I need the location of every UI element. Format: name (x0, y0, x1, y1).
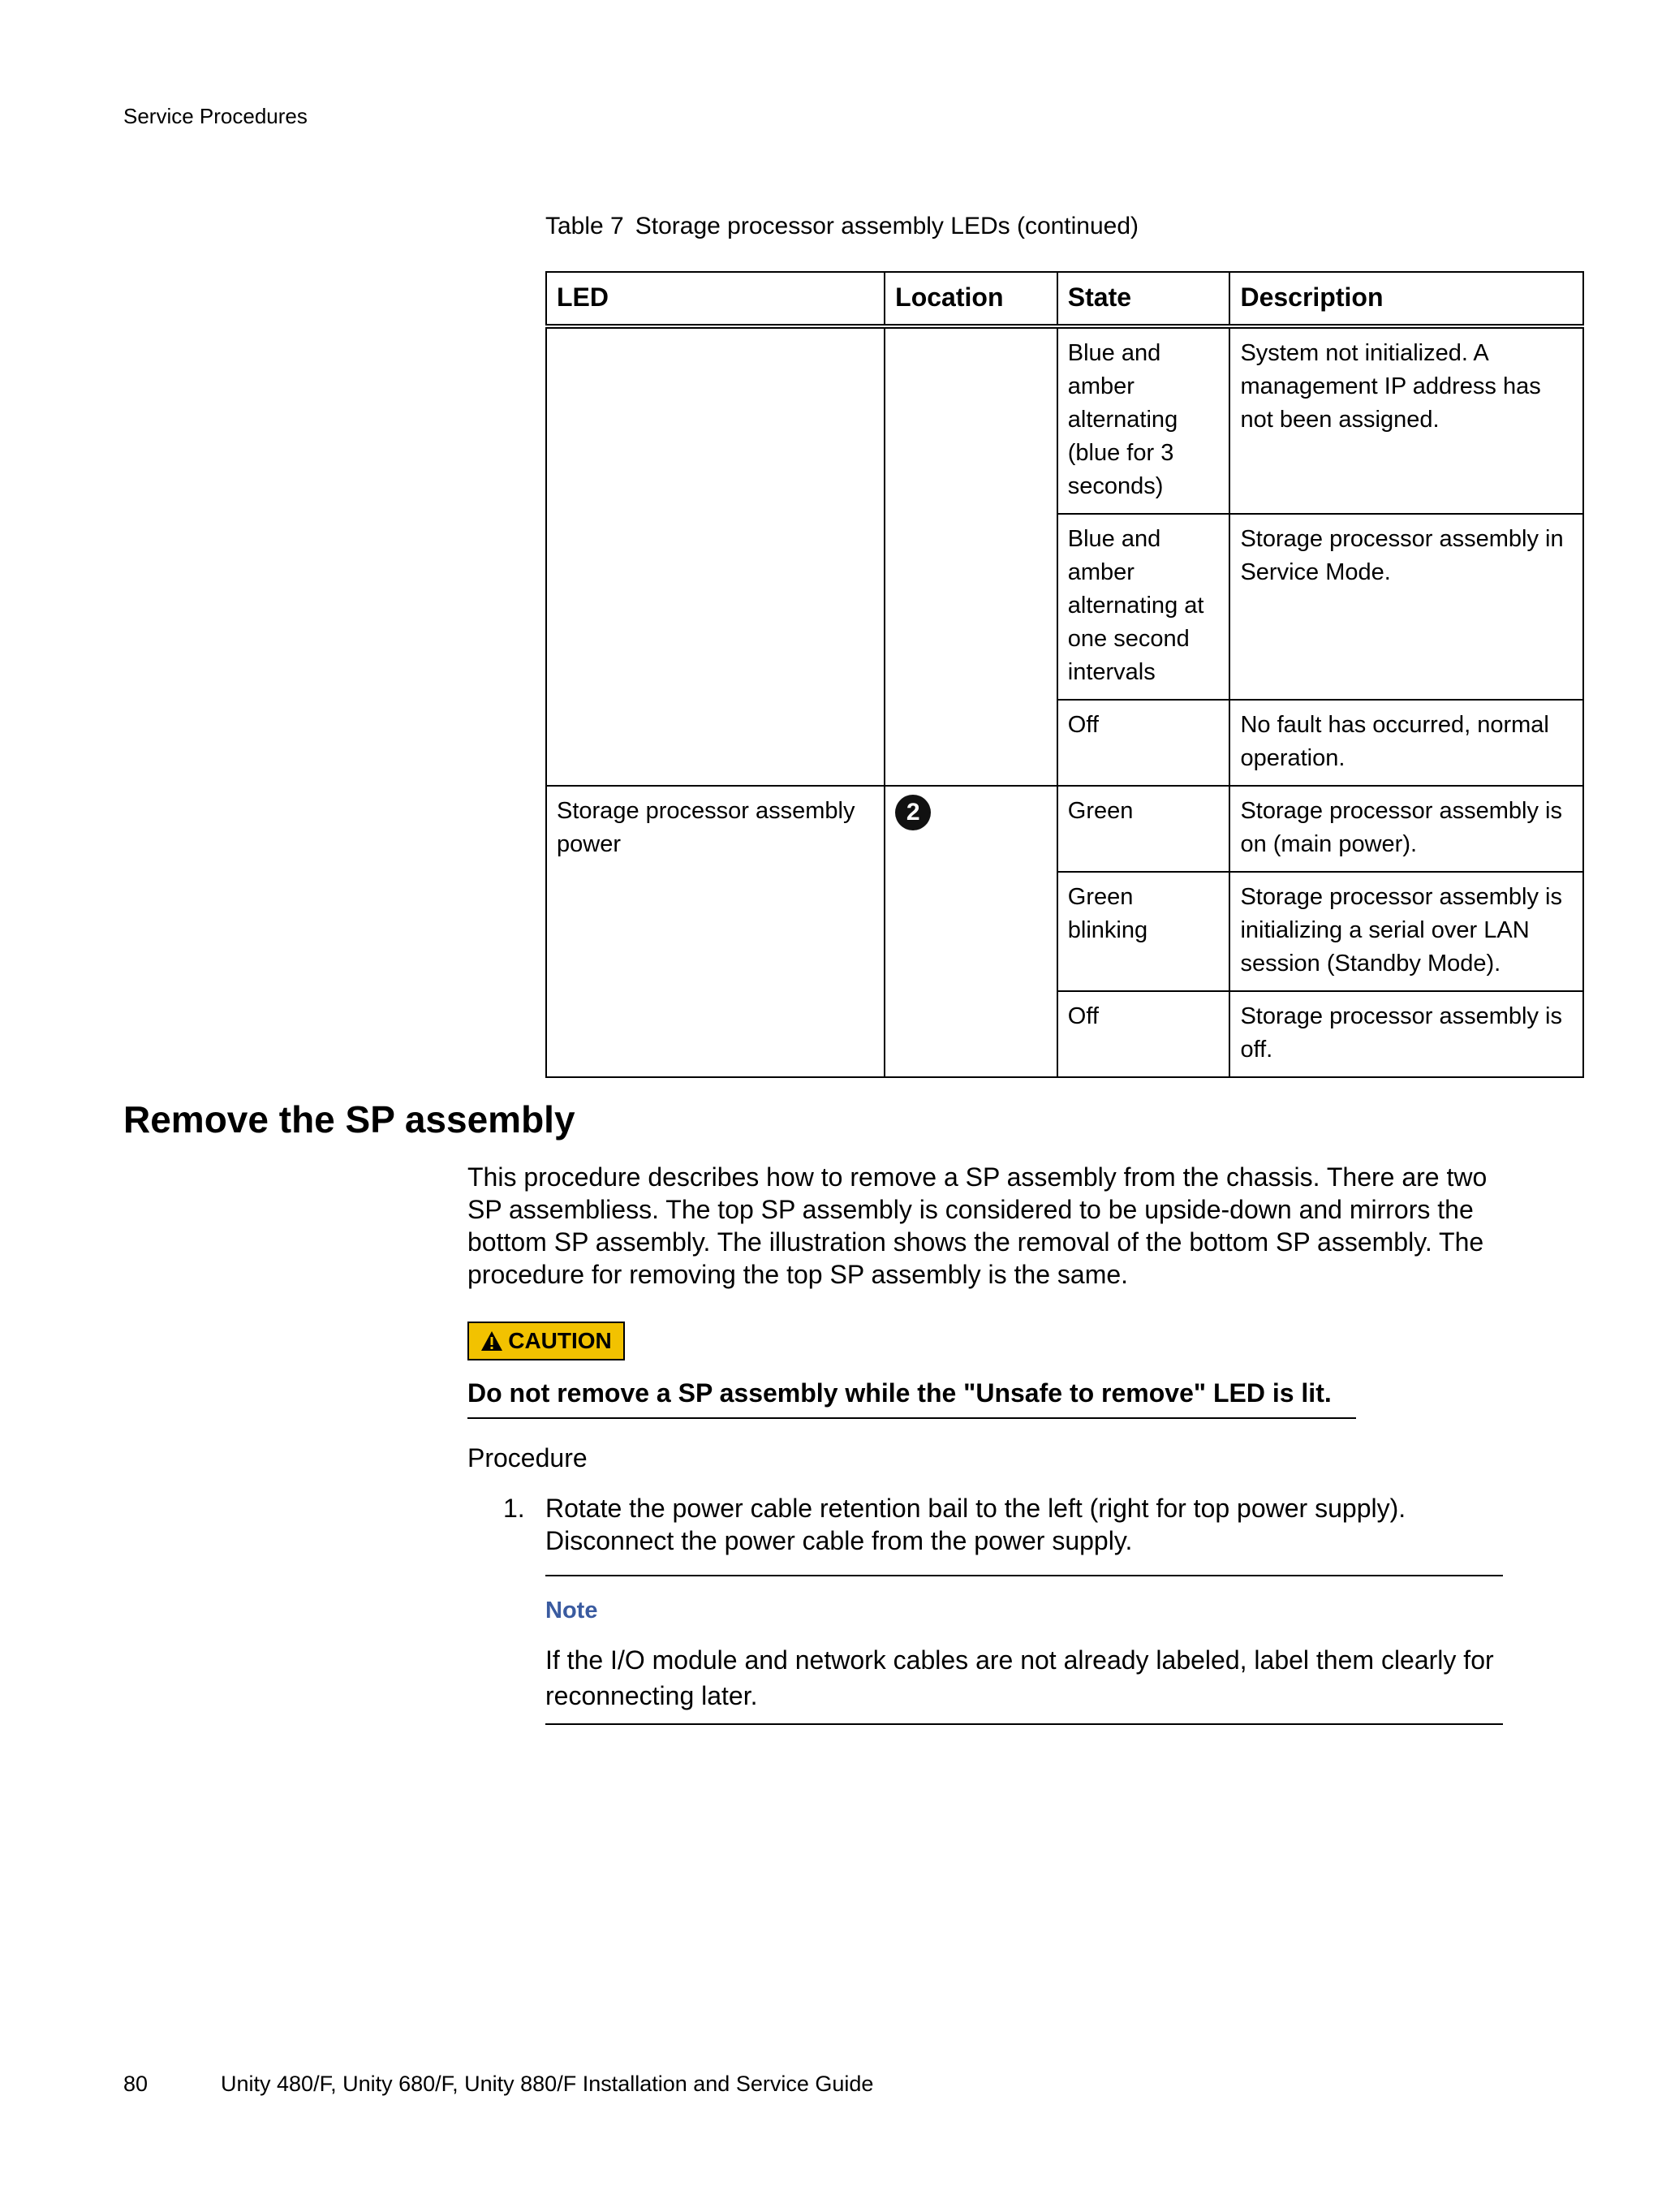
table-header-row (546, 272, 1583, 326)
description-cell: Storage processor assembly is off. (1229, 991, 1583, 1077)
location-cell (885, 786, 1057, 1077)
running-header: Service Procedures (123, 104, 308, 128)
header-description: Description (1229, 272, 1583, 326)
state-cell: Off (1057, 991, 1230, 1077)
description-cell: Storage processor assembly is initializing a serial over LAN session (Standby Mode). (1229, 872, 1583, 991)
note-label: Note (545, 1598, 598, 1623)
state-cell: Green (1057, 786, 1230, 872)
description-cell: Storage processor assembly is on (main power). (1229, 786, 1583, 872)
table-caption-number: Table 7 (545, 213, 624, 239)
state-cell: Blue and amber alternating (blue for 3 seconds) (1057, 326, 1230, 514)
step-text: Rotate the power cable retention bail to the left (right for top power supply). Disconnect the power cable from the power supply. (545, 1494, 1406, 1555)
state-cell: Green blinking (1057, 872, 1230, 991)
procedure-title: Procedure (467, 1443, 588, 1473)
description-cell: No fault has occurred, normal operation. (1229, 700, 1583, 786)
table-row (546, 786, 1583, 872)
section-heading: Remove the SP assembly (123, 1098, 575, 1140)
step-number: 1. (503, 1494, 525, 1523)
caution-label: CAUTION (508, 1328, 612, 1353)
state-cell: Blue and amber alternating at one second intervals (1057, 514, 1230, 700)
header-location: Location (885, 272, 1057, 326)
header-state: State (1057, 272, 1230, 326)
location-cell-empty (885, 326, 1057, 786)
caution-badge (467, 1322, 625, 1360)
led-cell-empty (546, 326, 885, 786)
table-caption (545, 213, 1139, 240)
intro-paragraph: This procedure describes how to remove a SP assembly from the chassis. There are two SP assembliess. The top SP assembly is considered to be upside-down and mirrors the bottom SP assembly. The illustration shows the removal of the bottom SP assembly. The procedure for removing the top SP assembly is the same. (467, 1162, 1488, 1289)
caution-text: Do not remove a SP assembly while the "Unsafe to remove" LED is lit. (467, 1377, 1356, 1419)
table-caption-title: Storage processor assembly LEDs (continued) (635, 213, 1139, 239)
header-led: LED (546, 272, 885, 326)
warning-triangle-icon (480, 1330, 503, 1352)
state-cell: Off (1057, 700, 1230, 786)
led-table (545, 271, 1584, 1078)
footer-page-number: 80 (123, 2072, 149, 2096)
footer-title: Unity 480/F, Unity 680/F, Unity 880/F Installation and Service Guide (221, 2072, 874, 2096)
description-cell: System not initialized. A management IP address has not been assigned. (1229, 326, 1583, 514)
callout-number-icon: 2 (895, 795, 931, 830)
table-row (546, 326, 1583, 514)
description-cell: Storage processor assembly in Service Mode. (1229, 514, 1583, 700)
led-cell: Storage processor assembly power (546, 786, 885, 1077)
note-box (545, 1575, 1503, 1725)
note-text: If the I/O module and network cables are not already labeled, label them clearly for reconnecting later. (545, 1645, 1494, 1710)
